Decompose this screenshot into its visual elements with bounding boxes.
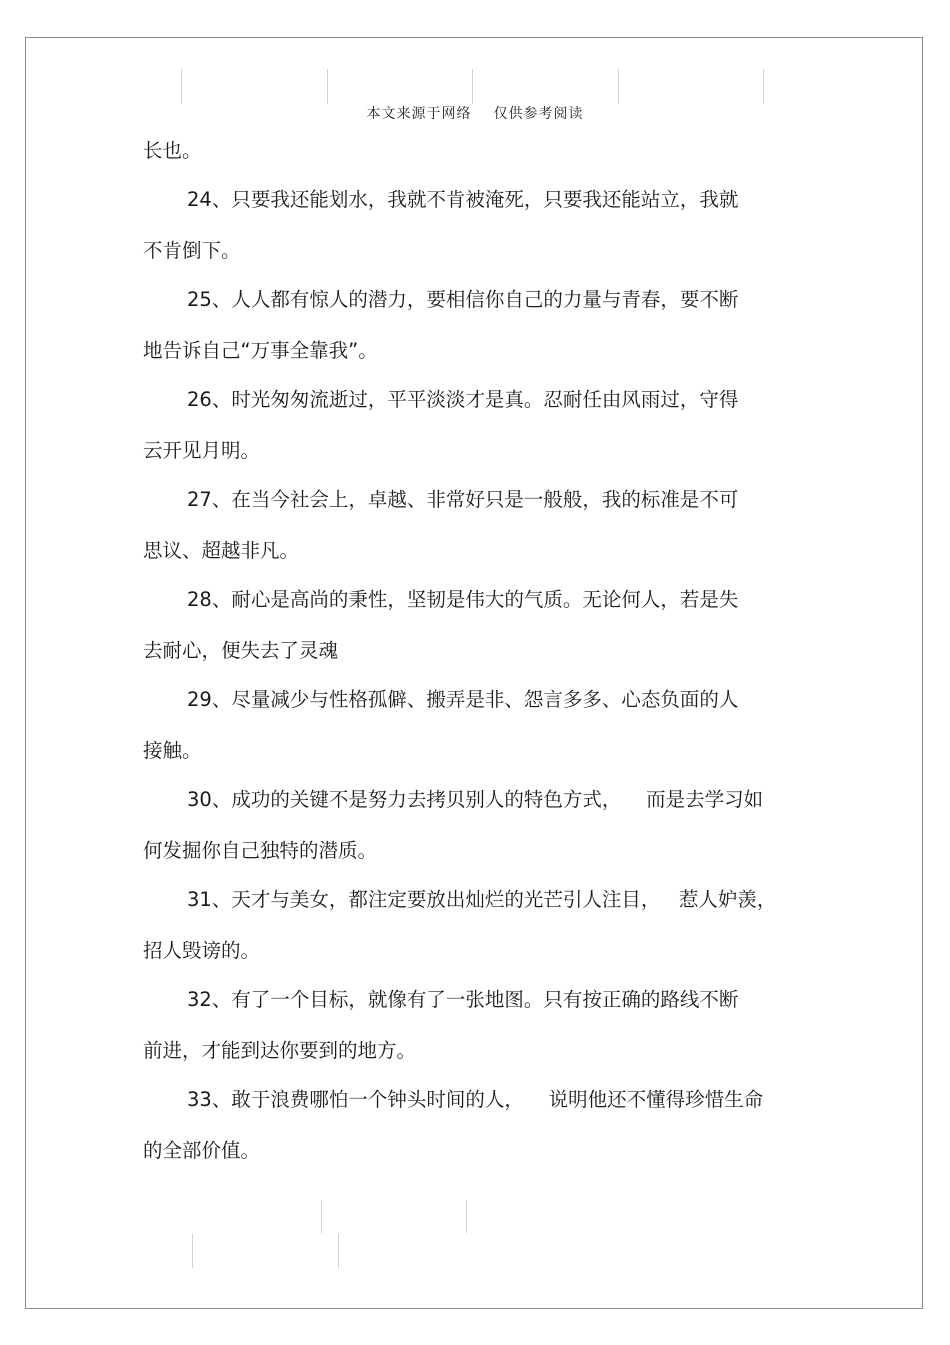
top-guide-line xyxy=(327,69,328,104)
quote-30-line-1: 30、成功的关键不是努力去拷贝别人的特色方式， 而是去学习如 xyxy=(187,788,764,811)
quote-26-line-2: 云开见月明。 xyxy=(143,439,261,462)
source-notice xyxy=(0,103,950,123)
quote-24-line-1: 24、只要我还能划水，我就不肯被淹死，只要我还能站立，我就 xyxy=(187,188,739,211)
quote-27-line-2: 思议、超越非凡。 xyxy=(143,539,300,562)
quote-32-line-1: 32、有了一个目标，就像有了一张地图。只有按正确的路线不断 xyxy=(187,988,739,1011)
quote-31-line-2: 招人毁谤的。 xyxy=(143,939,261,962)
bottom-guide-line xyxy=(466,1200,467,1233)
bottom-guide-line xyxy=(192,1234,193,1268)
quote-29-line-1: 29、尽量减少与性格孤僻、搬弄是非、怨言多多、心态负面的人 xyxy=(187,688,739,711)
source-notice-left: 本文来源于网络 xyxy=(366,106,472,122)
quote-33-line-2: 的全部价值。 xyxy=(143,1139,261,1162)
quote-30-line-2: 何发掘你自己独特的潜质。 xyxy=(143,839,378,862)
bottom-guide-line xyxy=(338,1234,339,1268)
top-guide-line xyxy=(472,69,473,104)
top-guide-line xyxy=(181,69,182,104)
top-guide-line xyxy=(618,69,619,104)
quote-24-line-2: 不肯倒下。 xyxy=(143,239,241,262)
top-guide-line xyxy=(763,69,764,104)
quote-31-line-1: 31、天才与美女，都注定要放出灿烂的光芒引人注目， 惹人妒羡， xyxy=(187,888,777,911)
quote-28-line-1: 28、耐心是高尚的秉性，坚韧是伟大的气质。无论何人，若是失 xyxy=(187,588,739,611)
quote-27-line-1: 27、在当今社会上，卓越、非常好只是一般般，我的标准是不可 xyxy=(187,488,739,511)
quote-33-line-1: 33、敢于浪费哪怕一个钟头时间的人， 说明他还不懂得珍惜生命 xyxy=(187,1088,764,1111)
quote-25-line-1: 25、人人都有惊人的潜力，要相信你自己的力量与青春，要不断 xyxy=(187,288,739,311)
quote-29-line-2: 接触。 xyxy=(143,739,202,762)
body-line: 长也。 xyxy=(143,139,202,162)
quote-28-line-2: 去耐心，便失去了灵魂 xyxy=(143,639,339,662)
quote-25-line-2: 地告诉自己“万事全靠我”。 xyxy=(143,339,378,362)
quote-32-line-2: 前进，才能到达你要到的地方。 xyxy=(143,1039,417,1062)
page-border xyxy=(25,37,923,1309)
source-notice-right: 仅供参考阅读 xyxy=(493,106,584,122)
bottom-guide-line xyxy=(321,1200,322,1233)
quote-26-line-1: 26、时光匆匆流逝过，平平淡淡才是真。忍耐任由风雨过，守得 xyxy=(187,388,739,411)
